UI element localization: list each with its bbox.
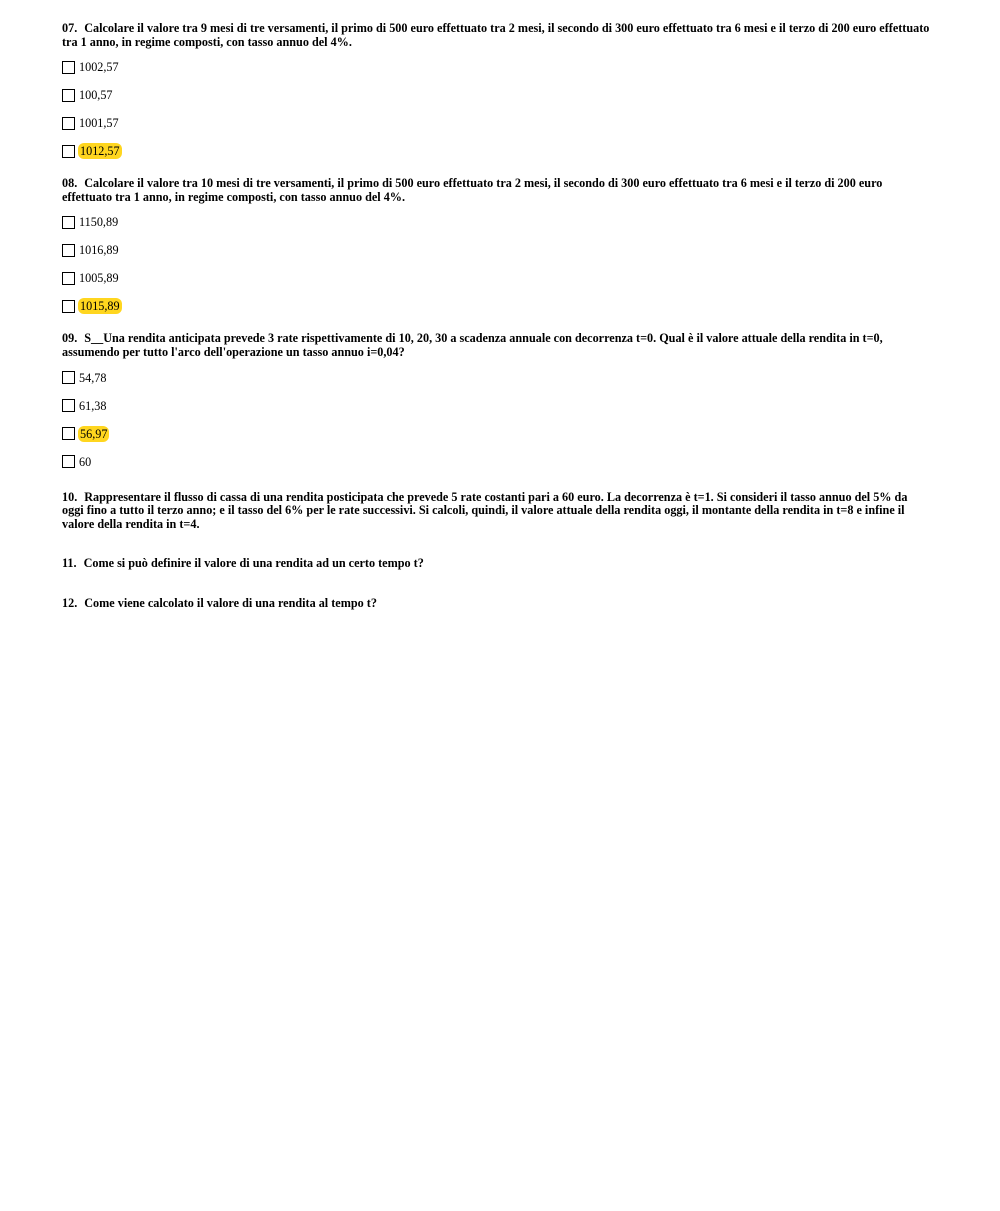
answer-option[interactable]	[62, 292, 930, 320]
answer-option[interactable]	[62, 392, 930, 420]
question-body: Rappresentare il flusso di cassa di una rendita posticipata che prevede 5 rate costanti pari a 60 euro. La decorrenza è t=1. Si consideri il tasso annuo del 5% da oggi fino a tutto il terzo anno; e il tasso del 6% per le rate successivi. Si calcoli, quindi, il valore attuale della rendita oggi, il montante della rendita in t=8 e infine il valore della rendita in t=4.	[62, 489, 908, 531]
answer-option[interactable]	[62, 420, 930, 448]
question-number: 12.	[62, 595, 78, 610]
answer-option[interactable]	[62, 236, 930, 264]
answer-checkbox[interactable]	[62, 61, 75, 74]
question-text	[62, 557, 930, 571]
answer-option[interactable]	[62, 448, 930, 476]
answer-label: 1005,89	[79, 271, 119, 286]
answer-options	[62, 364, 930, 476]
question-text	[62, 332, 930, 359]
question-07	[62, 22, 930, 165]
answer-options	[62, 53, 930, 165]
answer-label: 60	[79, 454, 92, 469]
question-number: 07.	[62, 21, 78, 35]
highlighted-answer-label: 1015,89	[80, 299, 120, 314]
answer-checkbox[interactable]	[62, 244, 75, 257]
answer-checkbox[interactable]	[62, 117, 75, 130]
question-body: S__Una rendita anticipata prevede 3 rate rispettivamente di 10, 20, 30 a scadenza annuale con decorrenza t=0. Qual è il valore attuale della rendita in t=0, assumendo per tutto l'arco dell'operazione un tasso annuo i=0,04?	[62, 331, 883, 359]
question-09	[62, 332, 930, 475]
question-body: Come si può definire il valore di una rendita ad un certo tempo t?	[83, 556, 424, 571]
answer-checkbox[interactable]	[62, 89, 75, 102]
question-text	[62, 491, 930, 532]
question-12	[62, 597, 930, 611]
answer-label: 1150,89	[79, 215, 119, 230]
question-10	[62, 491, 930, 532]
answer-label: 54,78	[79, 370, 107, 385]
question-08	[62, 177, 930, 320]
question-text	[62, 22, 930, 49]
answer-label: 1001,57	[79, 116, 119, 131]
answer-checkbox[interactable]	[62, 455, 75, 468]
answer-option[interactable]	[62, 264, 930, 292]
answer-checkbox[interactable]	[62, 427, 75, 440]
question-number: 09.	[62, 331, 78, 346]
answer-option[interactable]	[62, 53, 930, 81]
answer-label: 100,57	[79, 88, 113, 103]
question-number: 08.	[62, 176, 78, 191]
question-11	[62, 557, 930, 571]
answer-checkbox[interactable]	[62, 399, 75, 412]
highlighted-answer-label: 1012,57	[80, 144, 120, 159]
answer-option[interactable]	[62, 208, 930, 236]
answer-checkbox[interactable]	[62, 216, 75, 229]
question-body: Calcolare il valore tra 9 mesi di tre versamenti, il primo di 500 euro effettuato tra 2 mesi, il secondo di 300 euro effettuato tra 6 mesi e il terzo di 200 euro effettuato tra 1 anno, in regime composti, con tasso annuo del 4%.	[62, 21, 930, 49]
answer-label: 61,38	[79, 398, 107, 413]
answer-option[interactable]	[62, 81, 930, 109]
question-body: Calcolare il valore tra 10 mesi di tre versamenti, il primo di 500 euro effettuato tra 2 mesi, il secondo di 300 euro effettuato tra 6 mesi e il terzo di 200 euro effettuato tra 1 anno, in regime composti, con tasso annuo del 4%.	[62, 176, 883, 204]
answer-checkbox[interactable]	[62, 300, 75, 313]
question-text	[62, 177, 930, 204]
highlighted-answer-label: 56,97	[80, 426, 108, 441]
answer-checkbox[interactable]	[62, 272, 75, 285]
answer-option[interactable]	[62, 137, 930, 165]
answer-checkbox[interactable]	[62, 145, 75, 158]
question-number: 11.	[62, 556, 77, 571]
answer-option[interactable]	[62, 109, 930, 137]
answer-label: 1016,89	[79, 243, 119, 258]
answer-label: 1002,57	[79, 60, 119, 75]
question-body: Come viene calcolato il valore di una rendita al tempo t?	[84, 595, 377, 610]
answer-options	[62, 208, 930, 320]
answer-option[interactable]	[62, 364, 930, 392]
question-number: 10.	[62, 489, 78, 504]
question-text	[62, 597, 930, 611]
answer-checkbox[interactable]	[62, 371, 75, 384]
